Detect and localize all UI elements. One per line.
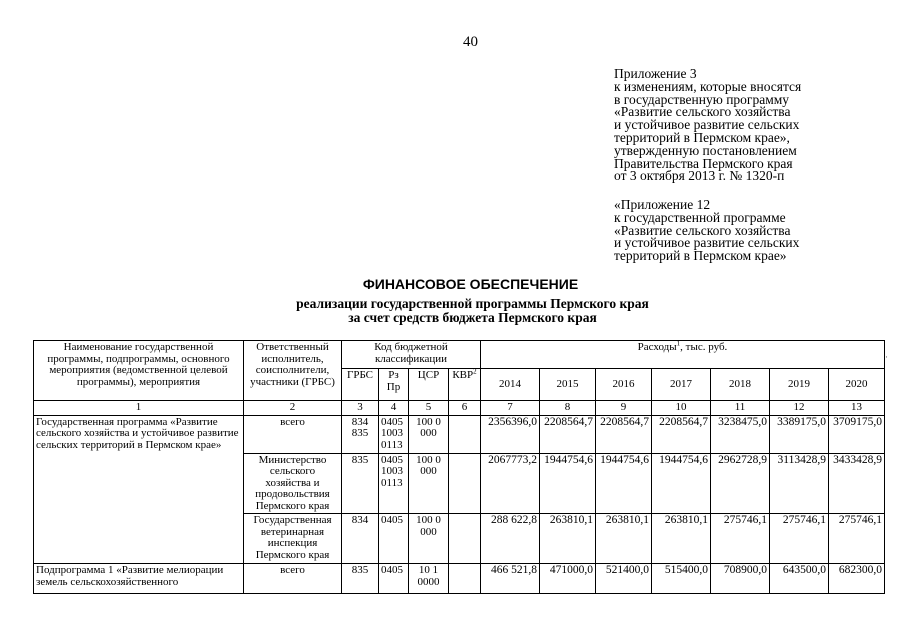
value-cell: 1944754,6: [652, 453, 711, 514]
column-number: 10: [652, 401, 711, 416]
header-year: 2019: [770, 369, 829, 401]
value-cell: 275746,1: [829, 514, 885, 564]
value-cell: 3113428,9: [770, 453, 829, 514]
column-number-row: [34, 401, 885, 416]
column-number: 4: [379, 401, 409, 416]
value-cell: 2208564,7: [652, 415, 711, 453]
column-number: 11: [711, 401, 770, 416]
value-cell: 3433428,9: [829, 453, 885, 514]
csr-cell: 10 1 0000: [409, 564, 449, 594]
appendix-line: и устойчивое развитие сельских: [614, 117, 800, 133]
header-year: 2020: [829, 369, 885, 401]
value-cell: 643500,0: [770, 564, 829, 594]
header-year: 2017: [652, 369, 711, 401]
table-header-row: [34, 341, 885, 369]
kvr-cell: [449, 415, 481, 453]
header-expenses: [481, 341, 885, 369]
rz-cell: 0405 1003 0113: [379, 453, 409, 514]
table-row: [34, 564, 885, 594]
grbs-cell: 834 835: [342, 415, 379, 453]
document-subtitle: реализации государственной программы Пермского края: [296, 296, 649, 311]
appendix-line: и устойчивое развитие сельских: [614, 235, 800, 251]
value-cell: 263810,1: [596, 514, 652, 564]
column-number: 2: [244, 401, 342, 416]
appendix-3-block: [614, 68, 801, 183]
expenses-unit: , тыс. руб.: [680, 341, 728, 353]
expenses-footnote-mark: 1: [676, 340, 681, 348]
value-cell: 263810,1: [652, 514, 711, 564]
appendix-line: Правительства Пермского края: [614, 155, 793, 171]
responsible-cell: Министерство сельского хозяйства и продовольствия Пермского края: [244, 453, 342, 514]
value-cell: 2962728,9: [711, 453, 770, 514]
table-row: [34, 415, 885, 453]
header-name: Наименование государственной программы, подпрограммы, основного мероприятия (ведомственной целевой программы), мероприятия: [34, 341, 244, 401]
value-cell: 2356396,0: [481, 415, 540, 453]
column-number: 8: [540, 401, 596, 416]
value-cell: 288 622,8: [481, 514, 540, 564]
responsible-cell: всего: [244, 564, 342, 594]
column-number: 9: [596, 401, 652, 416]
value-cell: 466 521,8: [481, 564, 540, 594]
expenses-label: Расходы: [637, 341, 677, 353]
header-rz-pr: Рз Пр: [379, 369, 409, 401]
value-cell: 275746,1: [711, 514, 770, 564]
grbs-cell: 835: [342, 564, 379, 594]
csr-cell: 100 0 000: [409, 453, 449, 514]
appendix-line: «Приложение 12: [614, 197, 711, 212]
csr-cell: 100 0 000: [409, 514, 449, 564]
responsible-cell: всего: [244, 415, 342, 453]
header-responsible: Ответственный исполнитель, соисполнители, участники (ГРБС): [244, 341, 342, 401]
appendix-line: утвержденную постановлением: [614, 142, 797, 158]
value-cell: 1944754,6: [596, 453, 652, 514]
value-cell: 471000,0: [540, 564, 596, 594]
value-cell: 1944754,6: [540, 453, 596, 514]
kvr-cell: [449, 453, 481, 514]
value-cell: 3709175,0: [829, 415, 885, 453]
kvr-cell: [449, 564, 481, 594]
header-grbs: ГРБС: [342, 369, 379, 401]
grbs-cell: 835: [342, 453, 379, 514]
page-number: 40: [463, 34, 478, 50]
kvr-footnote-mark: 2: [473, 368, 477, 376]
column-number: 7: [481, 401, 540, 416]
value-cell: 3389175,0: [770, 415, 829, 453]
value-cell: 682300,0: [829, 564, 885, 594]
column-number: 13: [829, 401, 885, 416]
rz-cell: 0405: [379, 564, 409, 594]
header-csr: ЦСР: [409, 369, 449, 401]
column-number: 1: [34, 401, 244, 416]
financing-table: [33, 340, 885, 594]
value-cell: 515400,0: [652, 564, 711, 594]
value-cell: 708900,0: [711, 564, 770, 594]
responsible-cell: Государственная ветеринарная инспекция Пермского края: [244, 514, 342, 564]
document-subtitle: за счет средств бюджета Пермского края: [348, 310, 597, 325]
value-cell: 275746,1: [770, 514, 829, 564]
rz-cell: 0405 1003 0113: [379, 415, 409, 453]
kvr-cell: [449, 514, 481, 564]
value-cell: 263810,1: [540, 514, 596, 564]
program-name-cell: Государственная программа «Развитие сельского хозяйства и устойчивое развитие сельских территорий в Пермском крае»: [34, 415, 244, 564]
appendix-line: Приложение 3: [614, 66, 697, 81]
grbs-cell: 834: [342, 514, 379, 564]
appendix-line: в государственную программу: [614, 91, 790, 107]
appendix-line: территорий в Пермском крае»,: [614, 129, 790, 145]
scan-dot: ·: [885, 352, 888, 362]
column-number: 12: [770, 401, 829, 416]
column-number: 3: [342, 401, 379, 416]
rz-cell: 0405: [379, 514, 409, 564]
value-cell: 521400,0: [596, 564, 652, 594]
value-cell: 2208564,7: [540, 415, 596, 453]
appendix-line: «Развитие сельского хозяйства: [614, 222, 791, 238]
header-year: 2016: [596, 369, 652, 401]
header-year: 2014: [481, 369, 540, 401]
csr-cell: 100 0 000: [409, 415, 449, 453]
appendix-line: «Развитие сельского хозяйства: [614, 104, 791, 120]
kvr-label: КВР: [452, 369, 474, 381]
document-title: ФИНАНСОВОЕ ОБЕСПЕЧЕНИЕ: [362, 276, 579, 292]
value-cell: 3238475,0: [711, 415, 770, 453]
appendix-line: к государственной программе: [614, 209, 786, 225]
value-cell: 2208564,7: [596, 415, 652, 453]
appendix-line: от 3 октября 2013 г. № 1320-п: [614, 168, 785, 184]
header-year: 2015: [540, 369, 596, 401]
appendix-12-block: [614, 199, 799, 263]
header-year: 2018: [711, 369, 770, 401]
header-kvr: [449, 369, 481, 401]
column-number: 6: [449, 401, 481, 416]
subprogram-name-cell: Подпрограмма 1 «Развитие мелиорации земель сельскохозяйственного: [34, 564, 244, 594]
appendix-line: территорий в Пермском крае»: [614, 248, 787, 264]
column-number: 5: [409, 401, 449, 416]
appendix-line: к изменениям, которые вносятся: [614, 78, 802, 94]
header-budget-code: Код бюджетной классификации: [342, 341, 481, 369]
value-cell: 2067773,2: [481, 453, 540, 514]
